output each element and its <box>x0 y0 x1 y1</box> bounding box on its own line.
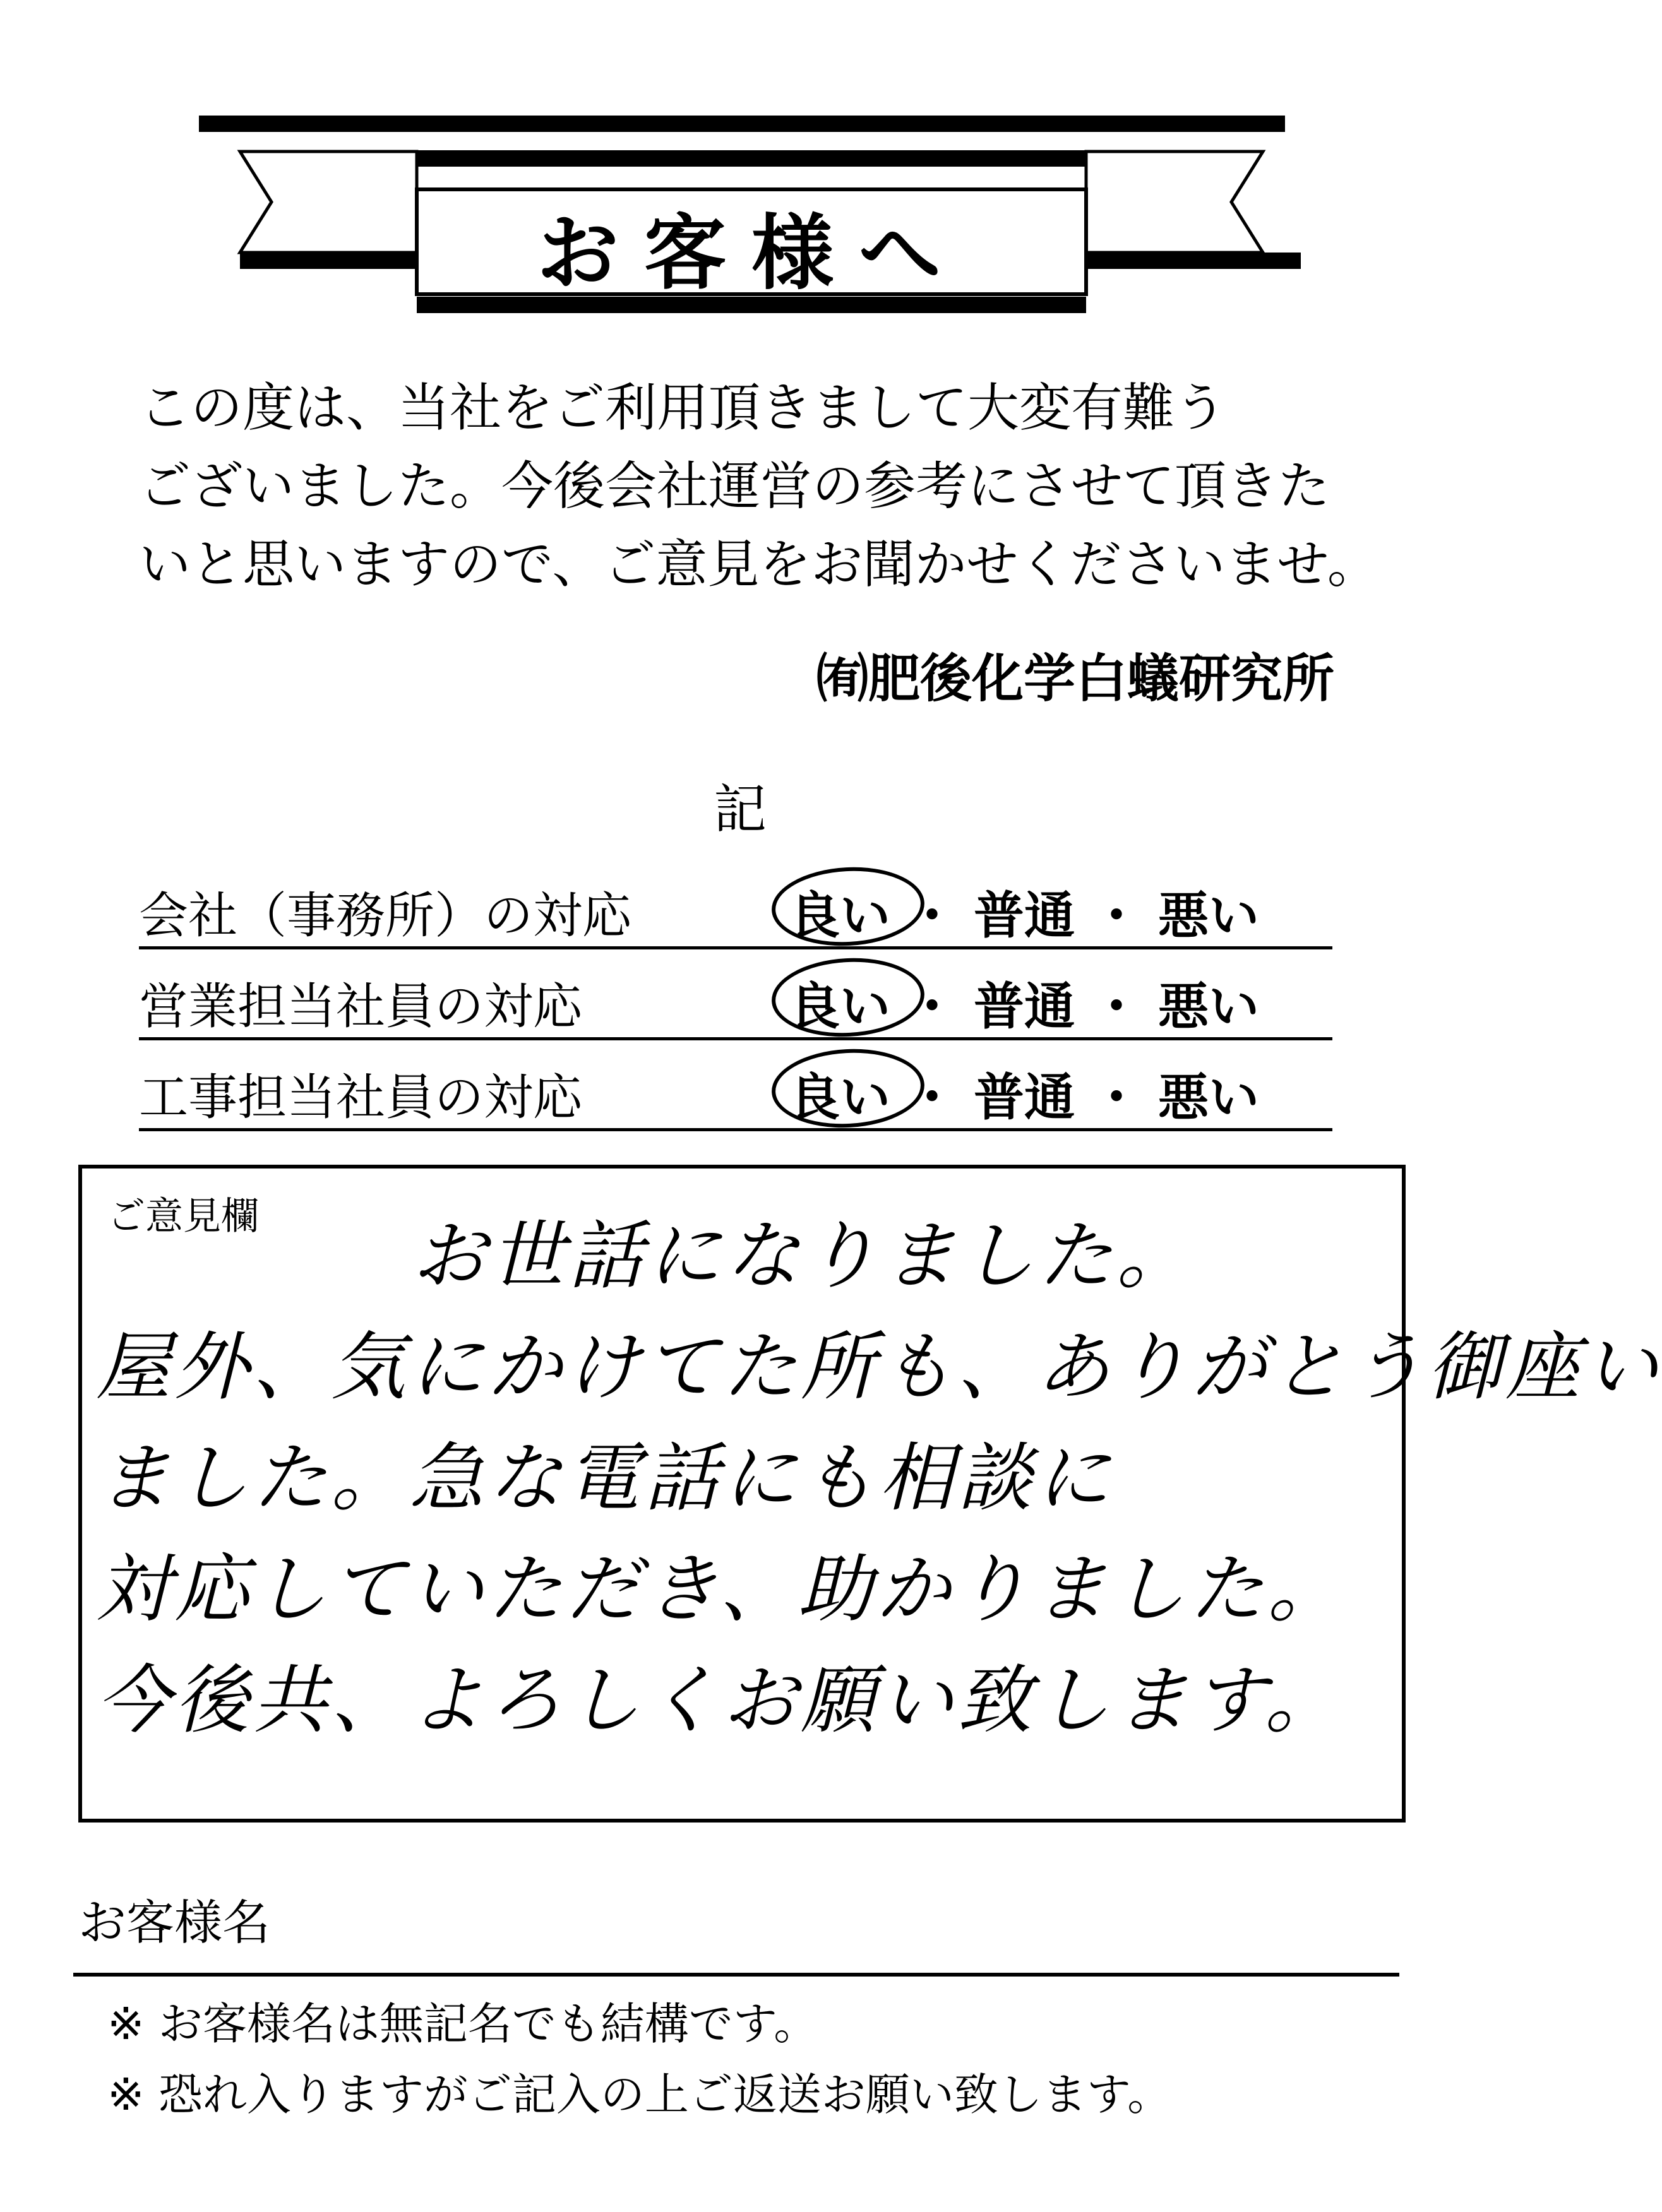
intro-line: ございました。今後会社運営の参考にさせて頂きた <box>139 456 1330 516</box>
separator: ・ <box>907 886 957 945</box>
separator: ・ <box>907 1068 957 1127</box>
option-bad[interactable]: 悪い <box>1158 977 1259 1036</box>
option-normal[interactable]: 普通 <box>974 977 1075 1036</box>
rating-options <box>789 966 1259 1038</box>
rating-row-sales <box>139 949 1332 1040</box>
ki-heading: 記 <box>714 778 767 840</box>
rating-options <box>789 1057 1259 1129</box>
option-normal[interactable]: 普通 <box>974 886 1075 945</box>
option-bad[interactable]: 悪い <box>1158 886 1259 945</box>
option-bad[interactable]: 悪い <box>1158 1068 1259 1127</box>
rating-table <box>139 859 1332 1131</box>
rating-label: 工事担当社員の対応 <box>139 1069 583 1126</box>
rating-label: 会社（事務所）の対応 <box>139 888 632 944</box>
rating-label: 営業担当社員の対応 <box>139 978 583 1035</box>
intro-line: この度は、当社をご利用頂きまして大変有難う <box>139 378 1227 438</box>
rating-options <box>789 875 1259 948</box>
rating-row-construction <box>139 1040 1332 1131</box>
option-good-circled[interactable]: 良い <box>789 875 890 948</box>
footer-notes <box>107 1989 1171 2130</box>
customer-name-label: お客様名 <box>78 1894 270 1951</box>
separator: ・ <box>907 977 957 1036</box>
comment-box[interactable] <box>78 1165 1662 1823</box>
comment-label: ご意見欄 <box>107 1194 259 1239</box>
intro-paragraph <box>139 369 1379 604</box>
handwritten-line: 今後共、よろしくお願い致します。 <box>96 1656 1343 1744</box>
separator: ・ <box>1091 886 1142 945</box>
banner-title: お客様へ <box>536 205 966 301</box>
handwritten-line: 対応していただき、助かりました。 <box>96 1545 1346 1632</box>
header-banner <box>0 0 1483 354</box>
option-normal[interactable]: 普通 <box>974 1068 1075 1127</box>
handwritten-line: ました。急な電話にも相談に <box>96 1434 1115 1521</box>
company-name: ㈲肥後化学白蟻研究所 <box>816 649 1334 709</box>
note-line: ※ 恐れ入りますがご記入の上ご返送お願い致します。 <box>107 2069 1172 2120</box>
rating-row-office <box>139 859 1332 949</box>
separator: ・ <box>1091 977 1142 1036</box>
option-good-circled[interactable]: 良い <box>789 1057 890 1129</box>
customer-name-field[interactable] <box>73 1973 1399 1977</box>
handwritten-line: お世話になりました。 <box>412 1212 1195 1299</box>
handwritten-line: 屋外、気にかけてた所も、ありがとう御座い <box>96 1323 1662 1410</box>
option-good-circled[interactable]: 良い <box>789 966 890 1038</box>
note-line: ※ お客様名は無記名でも結構です。 <box>107 1998 818 2050</box>
handwritten-comment <box>96 1200 1662 1756</box>
intro-line: いと思いますので、ご意見をお聞かせくださいませ。 <box>139 535 1379 595</box>
separator: ・ <box>1091 1068 1142 1127</box>
